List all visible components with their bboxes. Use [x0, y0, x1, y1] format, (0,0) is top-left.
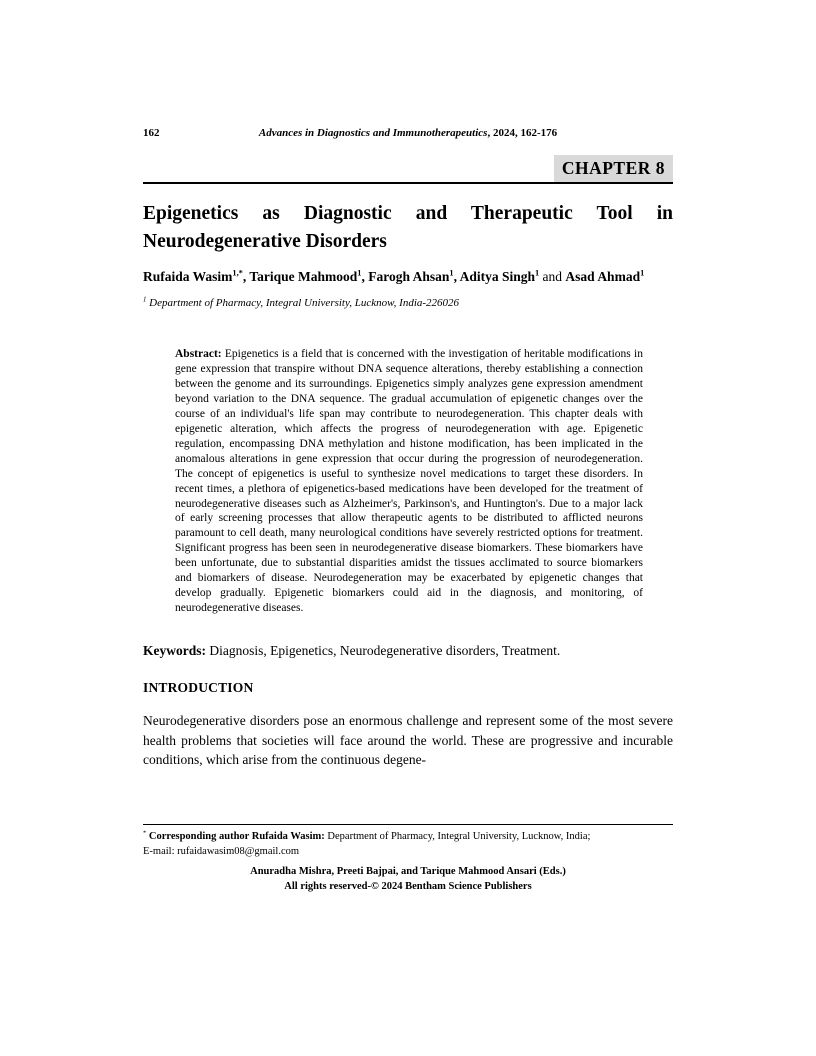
- corresponding-email: E-mail: rufaidawasim08@gmail.com: [143, 845, 300, 857]
- author-affiliation-mark: 1: [534, 268, 540, 278]
- abstract: [175, 347, 643, 616]
- author-line: [143, 267, 673, 288]
- chapter-title: Epigenetics as Diagnostic and Therapeutic Tool in Neurodegenerative Disorders: [143, 202, 673, 252]
- journal-title: Advances in Diagnostics and Immunotherapeutics: [258, 127, 488, 139]
- page-number: 162: [143, 127, 160, 139]
- footnote-marker: *: [143, 829, 147, 837]
- journal-issue: , 2024, 162-176: [487, 127, 558, 139]
- keywords-text: Diagnosis, Epigenetics, Neurodegenerative disorders, Treatment.: [209, 643, 561, 659]
- footnote-line-1: [143, 830, 673, 845]
- author-separator: and: [539, 269, 566, 285]
- rights-line: All rights reserved-© 2024 Bentham Science Publishers: [284, 881, 532, 893]
- running-header: [143, 127, 673, 142]
- editors-line: Anuradha Mishra, Preeti Bajpai, and Tarique Mahmood Ansari (Eds.): [250, 866, 566, 877]
- author-affiliation-mark: 1: [640, 268, 645, 278]
- keywords-label: Keywords:: [143, 643, 206, 659]
- author-name: Aditya Singh$^1$: [459, 268, 540, 285]
- affiliation: [143, 297, 673, 309]
- author-separator: ,: [453, 269, 460, 285]
- chapter-rule: [143, 155, 673, 184]
- chapter-label: CHAPTER 8: [554, 155, 673, 182]
- author-name: Farogh Ahsan$^1$: [368, 268, 454, 285]
- affiliation-text: Department of Pharmacy, Integral University, Lucknow, India-226026: [149, 297, 460, 310]
- section-heading-introduction: INTRODUCTION: [143, 680, 254, 696]
- corresponding-author-footnote: [143, 824, 673, 859]
- footnote-label: Corresponding author Rufaida Wasim:: [148, 831, 325, 842]
- abstract-label: Abstract:: [175, 348, 222, 361]
- author-separator: ,: [242, 269, 250, 285]
- keywords: [143, 643, 673, 659]
- journal-reference: [143, 127, 673, 139]
- introduction-paragraph: Neurodegenerative disorders pose an enormous challenge and represent some of the most severe health problems that societies will face around the world. These are progressive and incurable conditions, which arise from the continuous degene-: [143, 713, 673, 768]
- author-name: Rufaida Wasim$^{1,*}$: [143, 268, 243, 285]
- author-affiliation-mark: 1: [449, 268, 454, 278]
- author-name: Tarique Mahmood$^1$: [249, 268, 362, 285]
- author-separator: ,: [361, 269, 369, 285]
- author-affiliation-mark: 1: [357, 268, 362, 278]
- author-name: Asad Ahmad$^1$: [565, 268, 645, 285]
- footnote-text: Department of Pharmacy, Integral University, Lucknow, India;: [327, 831, 591, 842]
- author-affiliation-mark: 1,*: [232, 268, 243, 278]
- publisher-credits: [143, 864, 673, 894]
- affiliation-mark: 1: [143, 296, 147, 304]
- abstract-text: Epigenetics is a field that is concerned with the investigation of heritable modifications in gene expression that transpire without DNA sequence alterations, thereby establishing a connection between the genome and its surroundings. Epigenetics simply analyzes gene expression amendment beyond variation to the DNA sequence. The gradual accumulation of epigenetic changes over the course of an individual's life span may contribute to neurodegeneration. This chapter deals with epigenetic alteration, which affects the progress of neurodegeneration with age. Epigenetic regulation, encompassing DNA methylation and histone modification, has been implicated in the anomalous alterations in gene expression that occur during the progression of neurodegeneration. The concept of epigenetics is useful to synthesize novel medications to target these disorders. In recent times, a plethora of epigenetics-based medications have been developed for the treatment of neurodegenerative diseases such as Alzheimer's, Parkinson's, and Huntington's. Due to a major lack of early screening processes that allow therapeutic agents to be distributed to afflicted neurons paramount to cell death, many neurological conditions have severely restricted options for treatment. Significant progress has been seen in neurodegenerative disease biomarkers. These biomarkers have been unfortunate, due to substantial disparities amidst the tissues acclimated to source biomarkers and biomarkers of disease. Neurodegeneration may be exacerbated by epigenetic changes that develop gradually. Epigenetic biomarkers could aid in the diagnosis, and monitoring, of neurodegenerative diseases.: [175, 348, 643, 615]
